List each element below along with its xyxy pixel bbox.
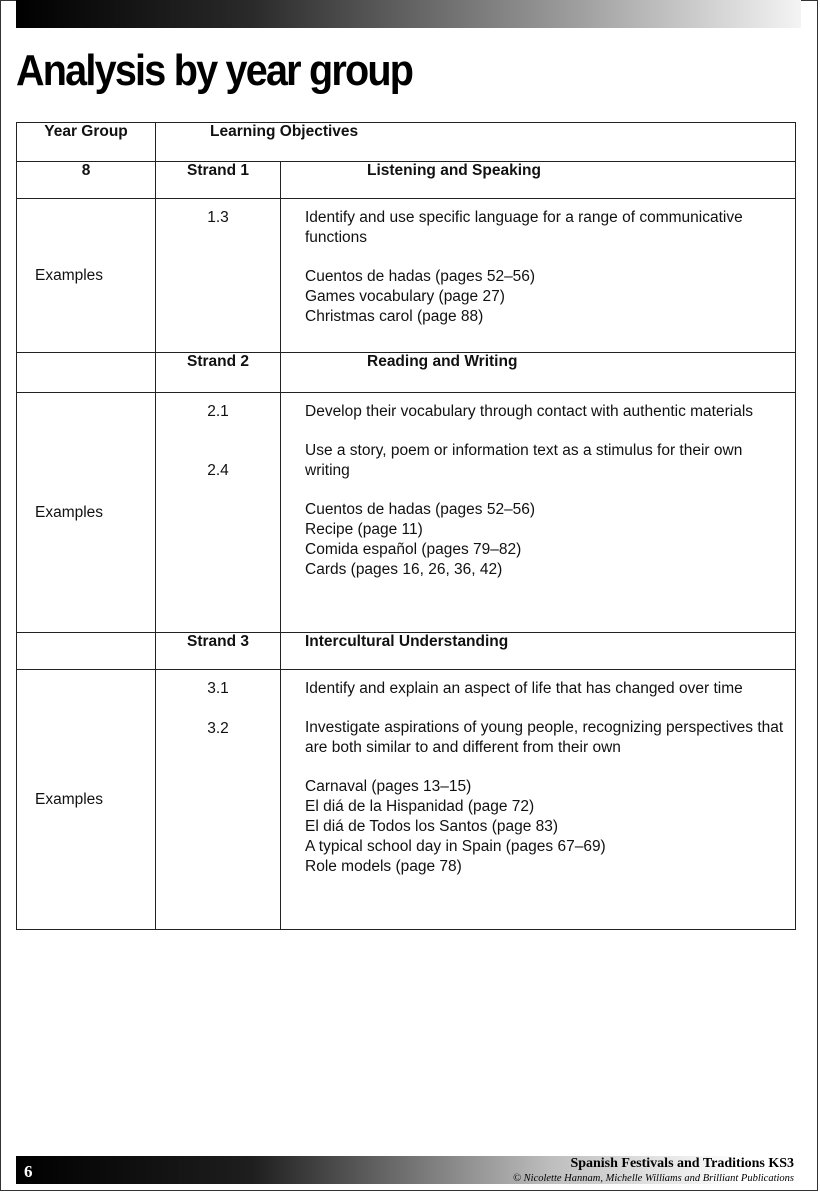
reference-item: Recipe (page 11) [305,521,423,538]
footer-book-title: Spanish Festivals and Traditions KS3 [570,1156,794,1171]
footer-copyright: © Nicolette Hannam, Michelle Williams and Brilliant Publications [513,1173,794,1184]
examples-label: Examples [17,670,156,930]
objective-number: 2.4 [207,462,229,479]
year-group-header: Year Group [17,123,156,162]
objective-details [281,199,796,353]
strand-detail-row [17,670,796,930]
year-value: 8 [17,162,156,199]
objective-text: Develop their vocabulary through contact with authentic materials [305,403,754,420]
strand-label: Strand 1 [156,162,281,199]
strand-label: Strand 2 [156,353,281,393]
examples-label: Examples [17,199,156,353]
empty-cell [17,633,156,670]
analysis-table [16,122,796,930]
strand-row [17,162,796,199]
objective-number: 3.1 [207,680,229,697]
table-header-row [17,123,796,162]
page-title: Analysis by year group [16,46,413,95]
strand-label: Strand 3 [156,633,281,670]
objective-details [281,670,796,930]
objective-numbers [156,393,281,633]
reference-item: El diá de Todos los Santos (page 83) [305,818,559,835]
strand-detail-row [17,199,796,353]
reference-item: Cards (pages 16, 26, 36, 42) [305,561,503,578]
objective-numbers [156,670,281,930]
objective-details [281,393,796,633]
strand-row [17,353,796,393]
learning-objectives-header: Learning Objectives [156,123,796,162]
strand-title: Listening and Speaking [281,162,796,199]
example-references [305,267,787,327]
reference-item: Role models (page 78) [305,858,462,875]
strand-detail-row [17,393,796,633]
objective-text: Use a story, poem or information text as a stimulus for their own writing [305,442,743,479]
strand-title: Reading and Writing [281,353,796,393]
reference-item: Games vocabulary (page 27) [305,288,505,305]
objective-text: Investigate aspirations of young people, recognizing perspectives that are both similar to and different from their own [305,719,784,756]
objective-numbers [156,199,281,353]
example-references [305,500,787,580]
example-references [305,777,787,877]
examples-label: Examples [17,393,156,633]
objective-number: 1.3 [207,209,229,226]
strand-row [17,633,796,670]
reference-item: Carnaval (pages 13–15) [305,778,472,795]
header-gradient-bar [16,0,801,28]
objective-text: Identify and explain an aspect of life that has changed over time [305,680,743,697]
reference-item: Christmas carol (page 88) [305,308,484,325]
objective-text: Identify and use specific language for a range of communicative functions [305,209,743,246]
objective-number: 3.2 [207,720,229,737]
reference-item: Cuentos de hadas (pages 52–56) [305,268,536,285]
objective-number: 2.1 [207,403,229,420]
reference-item: A typical school day in Spain (pages 67–69) [305,838,606,855]
strand-title: Intercultural Understanding [281,633,796,670]
page-number: 6 [24,1162,33,1181]
empty-cell [17,353,156,393]
reference-item: Cuentos de hadas (pages 52–56) [305,501,536,518]
reference-item: Comida español (pages 79–82) [305,541,522,558]
reference-item: El diá de la Hispanidad (page 72) [305,798,535,815]
